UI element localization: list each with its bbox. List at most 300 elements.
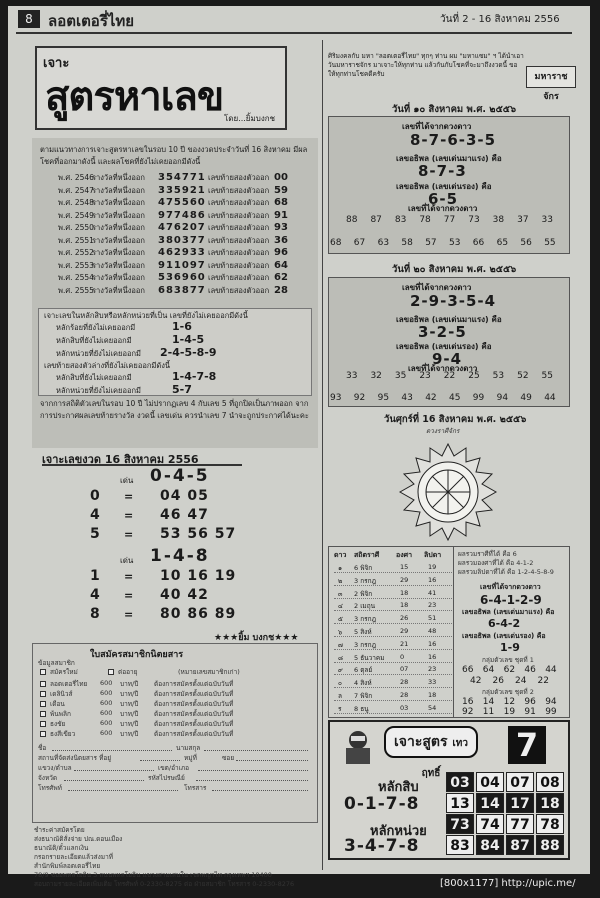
number-cell: 87: [370, 215, 382, 225]
item-unit: บาท/ปี: [120, 730, 139, 738]
wheel-label: ดวงราศีจักร: [426, 427, 460, 435]
horo-star: ๑: [338, 564, 343, 572]
amphoe-field[interactable]: [198, 770, 308, 771]
stat-year: พ.ศ. 2546: [58, 173, 94, 182]
horo-star: ๘: [338, 653, 344, 662]
renew-label: ต่ออายุ: [118, 668, 138, 676]
s2-label: เลขที่ได้จากดวงดาว: [402, 283, 472, 292]
stat-draw: 911097: [158, 259, 206, 271]
item-note: ต้องการสมัครตั้งแต่ฉบับวันที่: [154, 720, 234, 728]
grid-cell: 84: [476, 835, 504, 855]
number-cell: 37: [517, 215, 529, 225]
item-note: ต้องการสมัครตั้งแต่ฉบับวันที่: [154, 710, 234, 718]
item-name: พ้นพลิก: [50, 710, 71, 718]
horo-star: ร: [338, 704, 342, 713]
number-cell: 92: [462, 707, 474, 717]
stat-label: รางวัลที่หนึ่งออก: [92, 273, 145, 282]
stat-draw: 462933: [158, 247, 206, 258]
hr-group-row: [470, 676, 560, 687]
number-cell: 33: [541, 215, 553, 225]
soi-label: ซอย: [222, 754, 235, 762]
stat-label: รางวัลที่หนึ่งออก: [92, 285, 145, 295]
horo-sign: 4 สิงห์: [354, 679, 372, 688]
section1-date: วันที่ ๑๐ สิงหาคม พ.ศ. ๒๕๕๖: [392, 104, 516, 115]
number-cell: 52: [517, 371, 529, 381]
soi-field[interactable]: [236, 760, 308, 761]
phone-field[interactable]: [68, 790, 178, 791]
stat-label: เลขท้ายสองตัวออก: [208, 285, 270, 295]
stat-label: เลขท้ายสองตัวออก: [208, 173, 270, 182]
item-checkbox[interactable]: [40, 711, 46, 717]
digit-value: 1-4-7-8: [172, 370, 217, 383]
number-cell: 32: [370, 371, 382, 381]
stat-year: พ.ศ. 2547: [58, 185, 94, 195]
horo-header: สถิตราศี: [354, 551, 380, 559]
s1-value: 8-7-3: [418, 162, 467, 180]
horo-star: ๒: [338, 576, 343, 585]
number-cell: 53: [449, 238, 461, 248]
s1-number-row: [330, 238, 568, 250]
horo-degree: 28: [400, 691, 409, 699]
number-cell: 73: [468, 215, 480, 225]
horo-minute: 16: [428, 575, 437, 584]
horo-degree: 21: [400, 639, 409, 648]
phone-label: โทรศัพท์: [38, 784, 62, 792]
stat-draw: 536960: [158, 272, 206, 283]
number-cell: 66: [472, 238, 485, 248]
s2-label: เลขที่ได้จากดวงดาว: [408, 364, 478, 373]
horo-degree: 26: [400, 614, 409, 623]
number-cell: 66: [462, 665, 474, 675]
amphoe-label: เขต/อำเภอ: [158, 764, 190, 772]
number-cell: 91: [524, 707, 536, 717]
horo-row: [334, 600, 452, 611]
stat-label: เลขท้ายสองตัวออก: [208, 210, 270, 220]
digit-value: 5-7: [172, 383, 192, 396]
s1-label: เลขที่ได้จากดวงดาว: [408, 204, 478, 213]
hr-label: เลขอธิพล (เลขเด่นมาแรง) คือ: [462, 608, 555, 616]
stat-label: เลขท้ายสองตัวออก: [208, 260, 270, 270]
grid-cell: 73: [446, 814, 474, 834]
horo-sign: 3 กรกฎ: [354, 615, 376, 624]
item-name: เดลินิวส์: [50, 690, 73, 698]
number-cell: 42: [425, 393, 437, 403]
grid-cell: 14: [476, 793, 504, 813]
horo-row: [334, 613, 452, 624]
number-cell: 46: [524, 665, 536, 675]
kwad-eq: =: [124, 570, 134, 583]
new-member-label: สมัครใหม่: [50, 668, 78, 676]
address-label: สถานที่จัดส่งนิตยสาร ที่อยู่: [38, 754, 112, 762]
publication-logo: ลอตเตอรี่ไทย: [48, 12, 135, 30]
number-cell: 35: [394, 371, 407, 381]
number-cell: 58: [401, 238, 413, 248]
stat-row: [58, 197, 298, 209]
zip-label: รหัสไปรษณีย์: [148, 774, 185, 782]
stat-draw: 476207: [158, 222, 206, 233]
horo-sign: 3 กรกฎ: [354, 640, 376, 649]
number-cell: 78: [419, 215, 431, 225]
horo-row: [334, 690, 452, 701]
item-unit: บาท/ปี: [120, 710, 139, 718]
s1-label: เลขอธิพล (เลขเด่นรอง) คือ: [396, 182, 492, 191]
number-cell: 44: [545, 665, 557, 675]
surname-label: นามสกุล: [176, 744, 201, 752]
horo-row: [334, 677, 452, 688]
address-line: ธนาณัติ/ตั๋วแลกเงิน: [34, 844, 89, 852]
number-cell: 77: [443, 215, 456, 225]
stat-label: รางวัลที่หนึ่งออก: [92, 185, 145, 195]
digit-value: 1-6: [172, 320, 192, 333]
fax-label: โทรสาร: [184, 784, 207, 792]
item-name: ธงสีเขียว: [50, 730, 76, 738]
kwad-main-2: 1-4-8: [150, 546, 210, 566]
grid-cell: 88: [536, 835, 564, 855]
horo-sign: 6 ตุลย์: [354, 666, 373, 675]
kwad-signature: ★★★ยิ้ม บงกช★★★: [214, 633, 299, 643]
horo-minute: 23: [428, 601, 437, 610]
number-cell: 94: [496, 393, 509, 403]
item-note: ต้องการสมัครตั้งแต่ฉบับวันที่: [154, 690, 234, 698]
number-cell: 95: [377, 393, 390, 403]
number-cell: 11: [482, 707, 495, 717]
s2-label: เลขอธิพล (เลขเด่นรอง) คือ: [396, 342, 492, 351]
new-member-checkbox[interactable]: [40, 669, 46, 675]
stat-label: รางวัลที่หนึ่งออก: [92, 173, 145, 182]
grid-cell: 83: [446, 835, 474, 855]
address-line: ชำระค่าสมัครโดย: [34, 826, 85, 834]
number-cell: 55: [541, 371, 553, 381]
horo-row: [334, 639, 452, 650]
horo-minute: 48: [428, 627, 437, 635]
stat-draw: 683877: [158, 284, 206, 296]
item-price: 600: [100, 719, 113, 727]
old-member-label: (หมายเลขสมาชิกเก่า): [178, 668, 240, 676]
kwad-eq: =: [124, 509, 134, 522]
issue-date: วันที่ 2 - 16 สิงหาคม 2556: [440, 14, 560, 25]
number-cell: 44: [544, 393, 556, 403]
zip-field[interactable]: [196, 780, 308, 781]
horo-degree: 28: [400, 678, 409, 687]
horo-sign: 7 พิจิก: [354, 692, 373, 700]
number-cell: 14: [482, 697, 495, 707]
number-cell: 88: [346, 215, 358, 225]
item-checkbox[interactable]: [40, 691, 46, 697]
number-cell: 12: [503, 697, 516, 707]
number-cell: 56: [520, 238, 532, 248]
horo-row: [334, 703, 452, 714]
renew-checkbox[interactable]: [108, 669, 114, 675]
hr-group-label: กลุ่มตัวเลข ชุดที่ 1: [482, 656, 534, 664]
stat-row: [58, 185, 298, 197]
number-cell: 57: [425, 238, 437, 248]
hr-value: 6-4-2: [488, 617, 521, 630]
grid-cell: 03: [446, 772, 474, 792]
stat-year: พ.ศ. 2553: [58, 260, 94, 270]
kwad-digit: 0: [90, 488, 101, 504]
kwad-digit: 5: [90, 526, 101, 542]
number-cell: 49: [520, 393, 532, 403]
kwad-digit: 4: [90, 507, 101, 523]
stat-row: [58, 272, 298, 284]
number-cell: 63: [377, 238, 390, 248]
grid-cell: 17: [506, 793, 534, 813]
stat-year: พ.ศ. 2550: [58, 223, 94, 232]
s2-number-row: [346, 371, 566, 383]
intro-text: ตามแนวทางการเจาะสูตรหาเลขในรอบ 10 ปี ของงวดประจำวันที่ 16 สิงหาคม มีผลโชคที่ออกมาดังนี้ และผลโชคที่ยังไม่เคยออกมีดังนี้: [40, 145, 308, 166]
image-source-caption: [800x1177] http://upic.me/: [440, 878, 576, 889]
kwad-lead-label: เด่น: [120, 476, 134, 485]
address-field[interactable]: [140, 760, 180, 761]
stat-two: 68: [274, 197, 288, 208]
digits-intro: เจาะเลขในหลักสิบหรือหลักหน่วยที่เป็น เลขที่ยังไม่เคยออกมีดังนี้: [44, 311, 248, 320]
s1-value: 6-5: [428, 190, 459, 208]
number-cell: 96: [524, 697, 536, 707]
stat-two: 59: [274, 184, 288, 196]
number-cell: 99: [472, 393, 485, 403]
item-checkbox[interactable]: [40, 701, 46, 707]
horo-sign: 3 กรกฎ: [354, 576, 376, 585]
digit-value: 2-4-5-8-9: [160, 346, 217, 359]
kwad-eq: =: [124, 490, 134, 503]
stat-label: รางวัลที่หนึ่งออก: [92, 223, 145, 232]
kwad-eq: =: [124, 589, 134, 602]
item-checkbox[interactable]: [40, 731, 46, 737]
horo-star: ๓: [338, 589, 343, 598]
horo-row: [334, 626, 452, 637]
kwad-numbers: 04 05: [160, 488, 209, 504]
s2-value: 9-4: [432, 350, 463, 368]
kwad-numbers: 53 56 57: [160, 526, 237, 542]
kwad-numbers: 80 86 89: [160, 606, 237, 622]
stat-row: [58, 210, 298, 222]
number-cell: 68: [330, 238, 342, 248]
zodiac-wheel-icon: [398, 442, 498, 542]
digits-intro: เลขท้ายสองตัวล่างที่ยังไม่เคยออกมีดังนี้: [44, 361, 170, 370]
horo-star: ๖: [338, 628, 343, 636]
item-unit: บาท/ปี: [120, 720, 139, 728]
stat-label: เลขท้ายสองตัวออก: [208, 185, 270, 195]
horo-degree: 29: [400, 575, 409, 584]
address-line: สำนักพิมพ์ลอตเตอรี่ไทย: [34, 862, 101, 870]
title-banner: [35, 46, 287, 130]
tens-value: 0-1-7-8: [344, 794, 420, 814]
surname-field[interactable]: [204, 750, 308, 751]
horo-sign: 8 ธนู: [354, 704, 369, 713]
hr-value: 6-4-1-2-9: [480, 593, 542, 607]
grid-cell: 08: [536, 772, 564, 792]
item-note: ต้องการสมัครตั้งแต่ฉบับวันที่: [154, 730, 234, 738]
number-cell: 26: [492, 676, 504, 686]
s2-value: 2-9-3-5-4: [410, 292, 497, 310]
thewarit-title-2: เทวฤทธิ์: [421, 738, 469, 779]
grid-cell: 13: [446, 793, 474, 813]
hr-group-label: กลุ่มตัวเลข ชุดที่ 2: [482, 688, 534, 696]
units-value: 3-4-7-8: [344, 836, 420, 856]
horo-header: ดาว: [334, 551, 347, 559]
stat-label: รางวัลที่หนึ่งออก: [92, 235, 145, 245]
number-cell: 42: [470, 676, 482, 686]
number-cell: 22: [443, 371, 456, 381]
stat-label: รางวัลที่หนึ่งออก: [92, 198, 145, 207]
horo-header: องศา: [396, 551, 412, 559]
horo-minute: 41: [428, 588, 437, 597]
number-cell: 53: [492, 371, 505, 381]
horo-degree: 15: [400, 563, 409, 571]
number-cell: 65: [496, 238, 509, 248]
hr-label: เลขอธิพล (เลขเด่นรอง) คือ: [462, 632, 546, 640]
banner-main-title: สูตรหาเลข: [45, 73, 224, 120]
stat-year: พ.ศ. 2555: [58, 285, 94, 295]
thewarit-title: [384, 726, 478, 779]
horo-minute: 16: [428, 639, 437, 648]
s2-label: เลขอธิพล (เลขเด่นมาแรง) คือ: [396, 315, 502, 324]
horo-sign: 2 เมถุน: [354, 602, 376, 611]
item-checkbox[interactable]: [40, 681, 46, 687]
grid-cell: 78: [536, 814, 564, 834]
number-cell: 23: [419, 371, 431, 381]
horo-star: ๕: [338, 615, 343, 624]
s1-label: เลขที่ได้จากดวงดาว: [402, 122, 472, 131]
horo-row: [334, 562, 452, 573]
s1-label: เลขอธิพล (เลขเด่นมาแรง) คือ: [396, 154, 502, 163]
horo-star: ๗: [338, 640, 343, 649]
fortune-teller-icon: [336, 726, 380, 766]
stat-two: 28: [274, 284, 288, 296]
item-name: ธงชัย: [50, 720, 66, 728]
header-rule: [16, 32, 572, 34]
s1-number-row: [346, 215, 566, 227]
tail-text: จากการสถิติตัวเลขในรอบ 10 ปี ไม่ปรากฏเลข 4 กับเลข 5 ที่ถูกปิดเป็นภาพออก จากการประกาศผลเลขท้ายรางวัล งวดนี้ เลขเด่น ควรนำเลข 7 นำจะถูกประกาศได้นะคะ: [40, 399, 309, 420]
stat-two: 64: [274, 259, 288, 271]
s1-value: 8-7-6-3-5: [410, 131, 497, 149]
s2-number-row: [330, 393, 568, 405]
kwad-numbers: 10 16 19: [160, 568, 237, 584]
address-line: ส่งธนาณัติสั่งจ่าย ปณ.ดอนเมือง: [34, 835, 123, 843]
number-cell: 99: [545, 707, 557, 717]
item-checkbox[interactable]: [40, 721, 46, 727]
item-unit: บาท/ปี: [120, 680, 139, 688]
horo-minute: 18: [428, 691, 437, 699]
stat-row: [58, 247, 298, 259]
horo-minute: 16: [428, 652, 437, 661]
horo-sign: 6 พิจิก: [354, 564, 373, 572]
stat-row: [58, 260, 298, 272]
units-label: หลักหน่วย: [370, 824, 427, 839]
number-cell: 64: [482, 665, 495, 675]
horo-degree: 07: [400, 665, 409, 674]
banner-byline: โดย...ยิ้มบงกช: [223, 114, 275, 123]
hr-value: 1-9: [500, 641, 520, 654]
stat-label: เลขท้ายสองตัวออก: [208, 248, 270, 257]
kwad-eq: =: [124, 528, 134, 541]
horo-star: ล: [338, 692, 342, 700]
item-note: ต้องการสมัครตั้งแต่ฉบับวันที่: [154, 680, 234, 688]
digit-label: หลักร้อยที่ยังไม่เคยออกมี: [56, 323, 136, 332]
item-unit: บาท/ปี: [120, 700, 139, 708]
horo-sign: 5 สิงห์: [354, 628, 372, 636]
kwad-digit: 8: [90, 606, 101, 622]
stat-label: รางวัลที่หนึ่งออก: [92, 260, 145, 270]
number-cell: 55: [544, 238, 556, 248]
banner-top-text: เจาะ: [43, 56, 70, 71]
number-cell: 83: [394, 215, 407, 225]
kwad-eq: =: [124, 608, 134, 621]
number-cell: 25: [468, 371, 480, 381]
kwad-digit: 4: [90, 587, 101, 603]
item-name: เดือน: [50, 700, 65, 708]
stat-year: พ.ศ. 2552: [58, 248, 94, 257]
address-line: 78/9 ซอยพหลโยธิน 3 ถนนพหลโยธิน แขวงสามเสนใน เขตพญาไท กรุงเทพฯ 10400: [34, 871, 272, 879]
number-cell: 67: [353, 238, 366, 248]
district-field[interactable]: [74, 770, 154, 771]
horo-note: ผลรวมลิปดาที่ได้ คือ 1-2-4-5-8-9: [458, 568, 554, 576]
number-cell: 38: [492, 215, 505, 225]
stat-label: รางวัลที่หนึ่งออก: [92, 248, 145, 257]
section2-date: วันที่ ๒๐ สิงหาคม พ.ศ. ๒๕๕๖: [392, 264, 517, 275]
stat-label: รางวัลที่หนึ่งออก: [92, 210, 145, 220]
number-cell: 93: [330, 393, 342, 403]
s2-value: 3-2-5: [418, 323, 467, 341]
horo-minute: 51: [428, 614, 437, 623]
horo-minute: 54: [428, 703, 437, 712]
province-label: จังหวัด: [38, 774, 58, 782]
stat-label: เลขท้ายสองตัวออก: [208, 223, 270, 232]
number-cell: 22: [537, 676, 549, 686]
address-line: กรอกรายละเอียดแล้วส่งมาที่: [34, 853, 114, 861]
number-cell: 24: [515, 676, 527, 686]
name-field[interactable]: [52, 750, 172, 751]
number-cell: 43: [401, 393, 413, 403]
stat-two: 96: [274, 247, 288, 258]
stat-two: 00: [274, 172, 288, 183]
stat-draw: 380377: [158, 234, 206, 246]
kwad-lead-label: เด่น: [120, 556, 134, 565]
digit-label: หลักสิบที่ยังไม่เคยออกมี: [56, 373, 132, 382]
province-field[interactable]: [64, 780, 144, 781]
horo-note: ผลรวมราศีที่ได้ คือ 6: [458, 550, 517, 558]
stat-draw: 354771: [158, 172, 206, 183]
horo-star: ๐: [338, 679, 342, 688]
digit-label: หลักสิบที่ยังไม่เคยออกมี: [56, 336, 132, 345]
grid-cell: 74: [476, 814, 504, 834]
grid-cell: 77: [506, 814, 534, 834]
stat-draw: 335921: [158, 184, 206, 196]
stat-two: 91: [274, 209, 288, 221]
number-cell: 94: [545, 697, 557, 707]
number-cell: 45: [449, 393, 461, 403]
digit-value: 1-4-5: [172, 333, 205, 346]
number-cell: 33: [346, 371, 358, 381]
stat-label: เลขท้ายสองตัวออก: [208, 198, 270, 207]
fax-field[interactable]: [212, 790, 308, 791]
page-number: 8: [18, 10, 40, 28]
item-name: ลอตเตอรี่ไทย: [50, 680, 88, 688]
horo-row: [334, 664, 452, 675]
horo-note: ผลรวมองศาที่ได้ คือ 4-1-2: [458, 559, 534, 567]
thewarit-title-1: เจาะสูตร: [393, 734, 448, 750]
hr-group-row: [462, 665, 566, 676]
stat-year: พ.ศ. 2549: [58, 210, 94, 220]
grid-cell: 04: [476, 772, 504, 792]
horo-degree: 18: [400, 588, 409, 597]
horo-degree: 18: [400, 601, 409, 610]
grid-cell: 18: [536, 793, 564, 813]
stat-two: 62: [274, 272, 288, 283]
hr-group-row: [462, 707, 566, 718]
stat-draw: 475560: [158, 197, 206, 208]
kwad-numbers: 40 42: [160, 587, 209, 603]
